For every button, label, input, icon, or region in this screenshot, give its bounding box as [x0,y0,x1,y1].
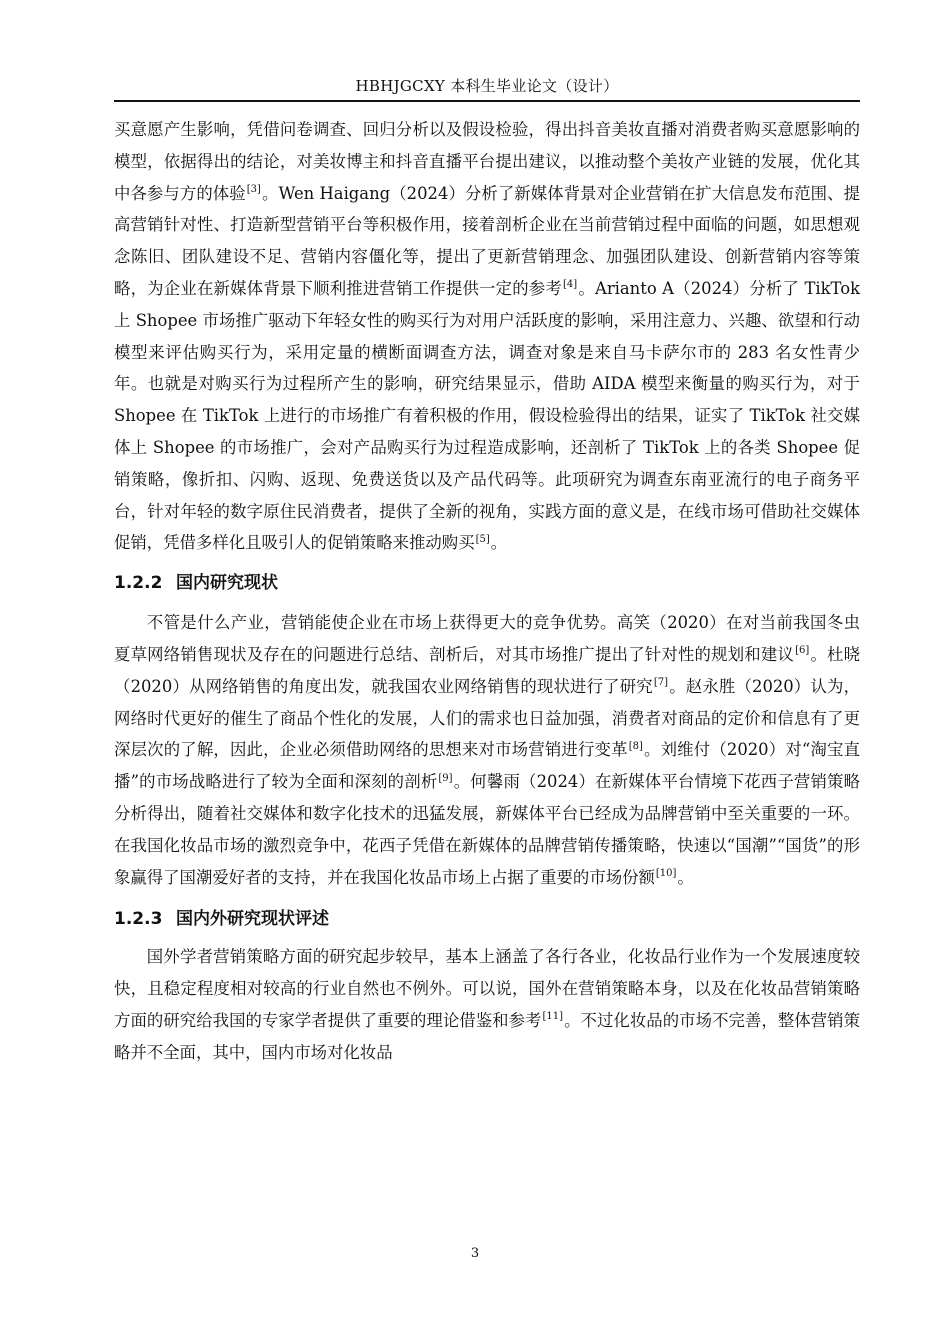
text-run: 买意愿产生影响，凭借问卷调查、回归分析以及假设检验，得出抖音美妆直播对消费者购买意愿影响的模型，依据得出的结论，对美妆博主和抖音直播平台提出建议，以推动整个美妆产业链的发展，优化其中各参与方的体验 [114,120,860,203]
citation-ref: [11] [542,1011,564,1023]
paragraph-research-review [114,941,860,1068]
text-run: 。刘维付（2020）对“淘宝直播”的市场战略进行了较为全面和深刻的剖析 [114,740,861,792]
citation-ref: [8] [628,740,643,752]
citation-ref: [3] [246,184,261,196]
text-run: 国外学者营销策略方面的研究起步较早，基本上涵盖了各行各业，化妆品行业作为一个发展速度较快，且稳定程度相对较高的行业自然也不例外。可以说，国外在营销策略本身，以及在化妆品营销策略方面的研究给我国的专家学者提供了重要的理论借鉴和参考 [114,947,860,1030]
running-header: HBHJGCXY 本科生毕业论文（设计） [355,77,619,95]
page-content [114,114,860,1069]
section-number: 1.2.2 [114,573,163,594]
section-heading-1-2-3 [114,907,860,931]
text-run: 。何馨雨（2024）在新媒体平台情境下花西子营销策略分析得出，随着社交媒体和数字化技术的迅猛发展，新媒体平台已经成为品牌营销中至关重要的一环。在我国化妆品市场的激烈竞争中，花西子凭借在新媒体的品牌营销传播策略，快速以“国潮”“国货”的形象赢得了国潮爱好者的支持，并在我国化妆品市场上占据了重要的市场份额 [114,772,860,887]
text-run: 。 [490,533,508,553]
page-number: 3 [470,1246,480,1261]
paragraph-domestic-research [114,607,860,893]
text-run: 。 [677,867,694,887]
citation-ref: [7] [653,677,669,689]
text-run: 。Wen Haigang（2024）分析了新媒体背景对企业营销在扩大信息发布范围、提高营销针对性、打造新型营销平台等积极作用，接着剖析企业在当前营销过程中面临的问题，如思想观念陈旧、团队建设不足、营销内容僵化等，提出了更新营销理念、加强团队建设、创新营销内容等策略，为企业在新媒体背景下顺利推进营销工作提供一定的参考 [114,183,861,298]
section-number: 1.2.3 [114,909,163,930]
text-run: 。不过化妆品的市场不完善，整体营销策略并不全面，其中，国内市场对化妆品 [114,1010,861,1062]
section-title: 国内研究现状 [176,573,278,594]
citation-ref: [10] [655,868,677,880]
citation-ref: [4] [563,279,578,291]
section-title: 国内外研究现状评述 [176,909,329,930]
text-run: 。杜晓（2020）从网络销售的角度出发，就我国农业网络销售的现状进行了研究 [114,644,861,696]
citation-ref: [5] [475,533,490,545]
text-run: 。Arianto A（2024）分析了 TikTok 上 Shopee 市场推广驱动下年轻女性的购买行为对用户活跃度的影响，采用注意力、兴趣、欲望和行动模型来评估购买行为，采用定量的横断面调查方法，调查对象是来自马卡萨尔市的 283 名女性青少年。也就是对购买行为过程所产生的影响，研究结果显示，借助 AIDA 模型来衡量的购买行为，对于 Shopee 在 TikTok 上进行的市场推广有着积极的作用，假设检验得出的结果，证实了 TikTok 社交媒体上 Shopee 的市场推广，会对产品购买行为过程造成影响，还剖析了 TikTok 上的各类 Shopee 促销策略，像折扣、闪购、返现、免费送货以及产品代码等。此项研究为调查东南亚流行的电子商务平台，针对年轻的数字原住民消费者，提供了全新的视角，实践方面的意义是，在线市场可借助社交媒体促销，凭借多样化且吸引人的促销策略来推动购买 [114,278,861,553]
text-run: 不管是什么产业，营销能使企业在市场上获得更大的竞争优势。高笑（2020）在对当前我国冬虫夏草网络销售现状及存在的问题进行总结、剖析后，对其市场推广提出了针对性的规划和建议 [114,613,860,664]
text-run: 。赵永胜（2020）认为，网络时代更好的催生了商品个性化的发展，人们的需求也日益加强，消费者对商品的定价和信息有了更深层次的了解，因此，企业必须借助网络的思想来对市场营销进行变革 [114,676,860,760]
citation-ref: [9] [438,772,453,784]
paragraph-foreign-research-continued [114,114,860,559]
citation-ref: [6] [795,645,810,657]
section-heading-1-2-2 [114,571,860,595]
header-rule [114,100,860,102]
